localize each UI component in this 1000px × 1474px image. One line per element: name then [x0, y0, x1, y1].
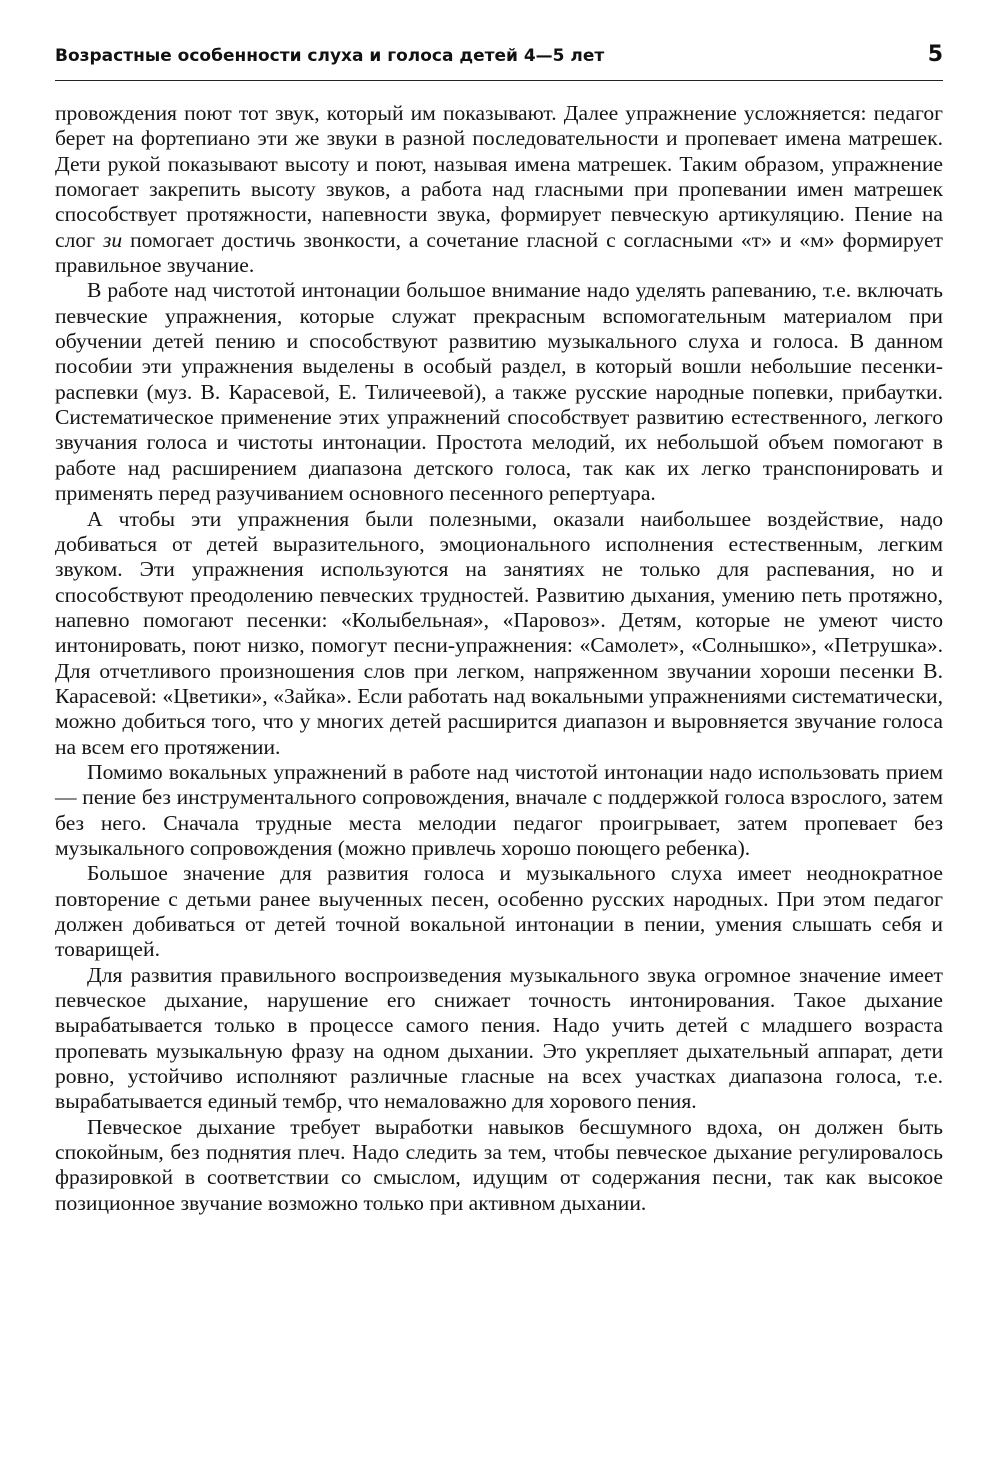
running-title: Возрастные особенности слуха и голоса детей 4—5 лет [55, 46, 605, 66]
paragraph-1 [55, 101, 943, 278]
paragraph-1-text-end: помогает достичь звонкости, а сочетание гласной с согласными «т» и «м» формирует правильное звучание. [55, 227, 943, 278]
paragraph-1-text-start: провождения поют тот звук, который им показывают. Далее упражнение усложняется: педагог берет на фортепиано эти же звуки в разной последовательности и пропевает имена матрешек. Дети рукой показывают высоту и поют, называя имена матрешек. Таким образом, упражнение помогает закрепить высоту звуков, а работа над гласными при пропевании имен матрешек способствует протяжности, напевности звука, формирует певческую артикуляцию. Пение на слог [55, 101, 943, 252]
syllable-zi: зи [102, 227, 123, 252]
paragraph-5: Большое значение для развития голоса и музыкального слуха имеет неоднократное повторение с детьми ранее выученных песен, особенно русских народных. При этом педагог должен добиваться от детей точной вокальной интонации в пении, умения слышать себя и товарищей. [55, 861, 943, 962]
paragraph-2: В работе над чистотой интонации большое внимание надо уделять рапеванию, т.е. включать певческие упражнения, которые служат прекрасным вспомогательным материалом при обучении детей пению и способствуют развитию музыкального слуха и голоса. В данном пособии эти упражнения выделены в особый раздел, в который вошли небольшие песенки-распевки (муз. В. Карасевой, Е. Тиличеевой), а также русские народные попевки, прибаутки. Систематическое применение этих упражнений способствует развитию естественного, легкого звучания голоса и чистоты интонации. Простота мелодий, их небольшой объем помогают в работе над расширением диапазона детского голоса, так как их легко транспонировать и применять перед разучиванием основного песенного репертуара. [55, 278, 943, 506]
running-head [55, 40, 943, 81]
paragraph-3: А чтобы эти упражнения были полезными, оказали наибольшее воздействие, надо добиваться от детей выразительного, эмоционального исполнения естественным, легким звуком. Эти упражнения используются на занятиях не только для распевания, но и способствуют преодолению певческих трудностей. Развитию дыхания, умению петь протяжно, напевно помогают песенки: «Колыбельная», «Паровоз». Детям, которые не умеют чисто интонировать, поют низко, помогут песни-упражнения: «Самолет», «Солнышко», «Петрушка». Для отчетливого произношения слов при легком, напряженном звучании хороши песенки В. Карасевой: «Цветики», «Зайка». Если работать над вокальными упражнениями систематически, можно добиться того, что у многих детей расширится диапазон и выровняется звучание голоса на всем его протяжении. [55, 506, 943, 759]
paragraph-6: Для развития правильного воспроизведения музыкального звука огромное значение имеет певческое дыхание, нарушение его снижает точность интонирования. Такое дыхание вырабатывается только в процессе самого пения. Надо учить детей с младшего возраста пропевать музыкальную фразу на одном дыхании. Это укрепляет дыхательный аппарат, дети ровно, устойчиво исполняют различные гласные на всех участках диапазона голоса, т.е. вырабатывается единый тембр, что немаловажно для хорового пения. [55, 962, 943, 1114]
page-number: 5 [927, 42, 943, 67]
body-text [55, 101, 943, 1216]
paragraph-4: Помимо вокальных упражнений в работе над чистотой интонации надо использовать прием — пение без инструментального сопровождения, вначале с поддержкой голоса взрослого, затем без него. Сначала трудные места мелодии педагог проигрывает, затем пропевает без музыкального сопровождения (можно привлечь хорошо поющего ребенка). [55, 759, 943, 860]
paragraph-7: Певческое дыхание требует выработки навыков бесшумного вдоха, он должен быть спокойным, без поднятия плеч. Надо следить за тем, чтобы певческое дыхание регулировалось фразировкой в соответствии со смыслом, идущим от содержания песни, так как высокое позиционное звучание возможно только при активном дыхании. [55, 1114, 943, 1215]
